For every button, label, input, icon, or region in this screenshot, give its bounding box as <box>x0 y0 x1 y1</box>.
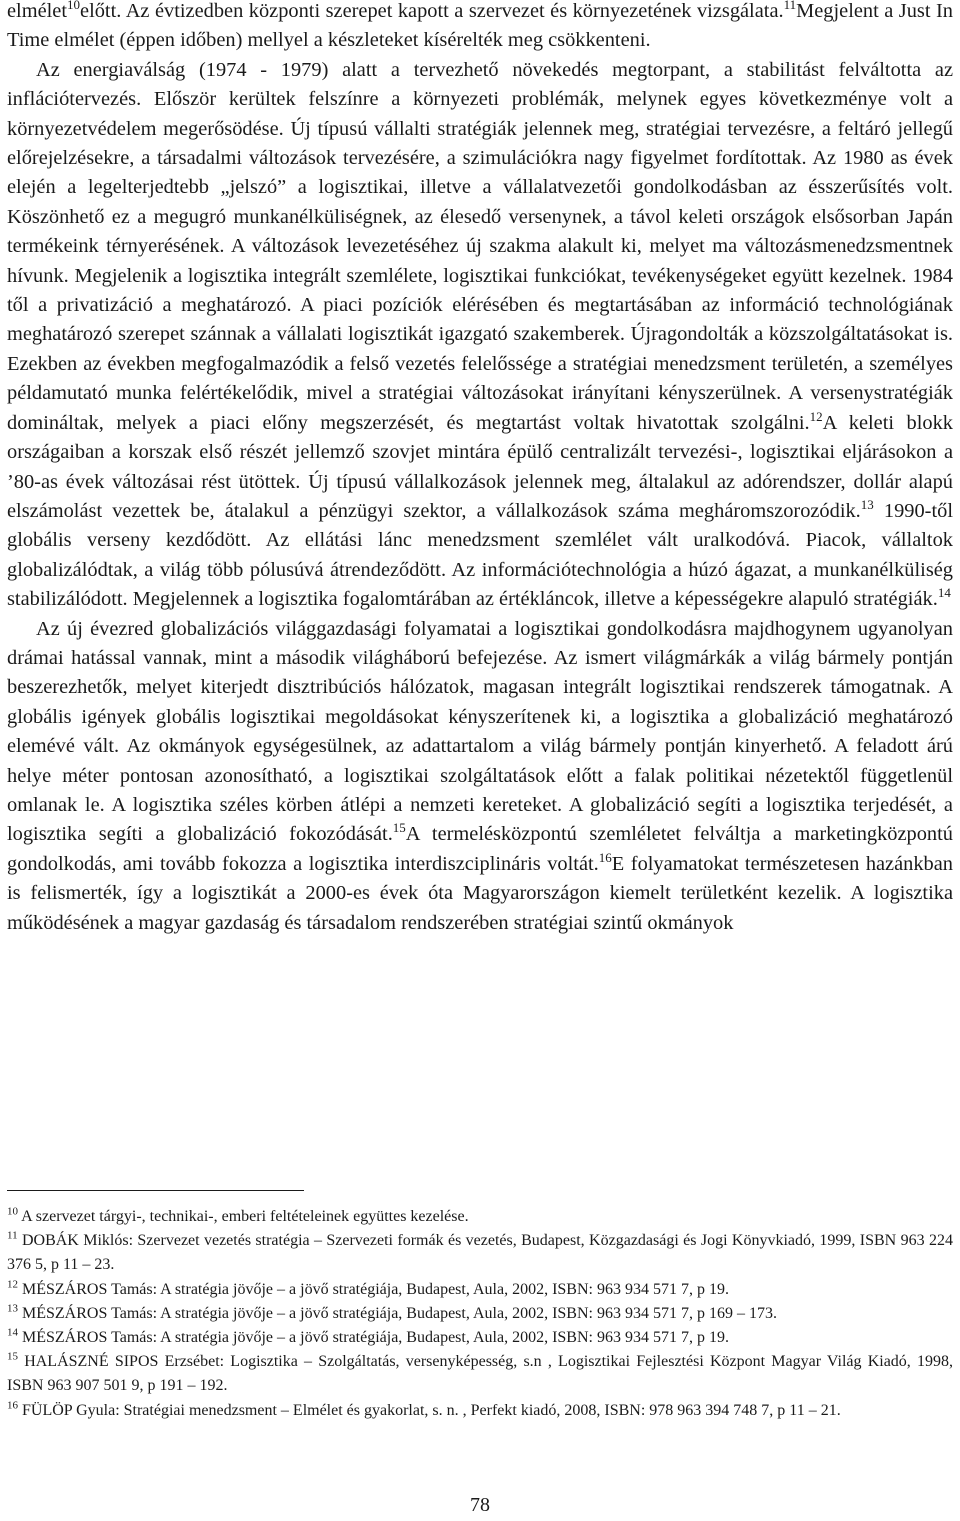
footnote-ref: 12 <box>809 408 823 424</box>
footnote-text: MÉSZÁROS Tamás: A stratégia jövője – a jövő stratégiája, Budapest, Aula, 2002, ISBN: 963 934 571 7, p 19. <box>18 1329 729 1347</box>
body-text <box>7 0 953 938</box>
footnote <box>7 1350 953 1398</box>
footnote-number: 11 <box>7 1229 18 1242</box>
footnote-text: MÉSZÁROS Tamás: A stratégia jövője – a jövő stratégiája, Budapest, Aula, 2002, ISBN: 963 934 571 7, p 19. <box>18 1280 729 1298</box>
text-run: Megjelent a Just In Time elmélet (éppen időben) mellyel a készleteket kísérelték meg csökkenteni. <box>7 0 953 52</box>
footnote-number: 10 <box>7 1205 18 1218</box>
footnote <box>7 1399 953 1423</box>
footnote-ref: 14 <box>937 585 951 601</box>
footnote-text: A szervezet tárgyi-, technikai-, emberi feltételeinek együttes kezelése. <box>18 1208 469 1225</box>
text-run: A termelésközpontú szemléletet felváltja a marketingközpontú gondolkodás, ami tovább fokozza a logisztika interdiszciplináris voltát. <box>7 823 953 875</box>
footnote-number: 12 <box>7 1278 18 1291</box>
footnote-separator <box>7 1190 304 1191</box>
footnote <box>7 1229 953 1277</box>
text-run: A keleti blokk országaiban a korszak első részét jellemző szovjet mintára épülő centralizált tervezési-, logisztikai eljárásokon a ’80-as évek változásai rést ütöttek. Új típusú vállalkozások jelennek meg, általakul az adórendszer, dollár alapú elszámolást vezettek be, átalakul a pénzügyi szektor, a vállalkozások száma megháromszorozódik. <box>7 411 953 522</box>
paragraph <box>7 56 953 615</box>
paragraph <box>7 0 953 56</box>
footnote-ref: 13 <box>860 496 874 512</box>
footnote-number: 16 <box>7 1399 18 1412</box>
footnote <box>7 1205 953 1229</box>
text-run: elmélet <box>7 0 68 22</box>
footnote-number: 15 <box>7 1350 18 1363</box>
footnote-text: HALÁSZNÉ SIPOS Erzsébet: Logisztika – Szolgáltatás, versenyképesség, s.n , Logisztikai Fejlesztési Központ Magyar Világ Kiadó, 1998, ISBN 963 907 501 9, p 191 – 192. <box>7 1353 953 1395</box>
footnotes <box>7 1205 953 1423</box>
text-run: Az energiaválság (1974 - 1979) alatt a tervezhető növekedés megtorpant, a stabilitást felváltotta az inflációtervezés. Először kerültek felszínre a környezeti problémák, melynek egyes következménye volt a környezetvédelem megerősödése. Új típusú vállalti stratégiák jelennek meg, stratégiai tervezésre, a feltáró jellegű előrejelzésekre, a társadalmi változások tervezésére, a szimulációkra nagy figyelmet fordítottak. Az 1980 as évek elején a legelterjedtebb „jelszó” a logisztikai, illetve a vállalatvezetői gondolkodásban az ésszerűsítés volt. Köszönhető ez a megugró munkanélküliségnek, az élesedő versenynek, a távol keleti országok elsősorban Japán termékeink térnyerésének. A változások levezetéséhez új szakma alakult ki, melyet ma változásmenedzsmentnek hívunk. Megjelenik a logisztika integrált szemlélete, logisztikai funkciókat, tevékenységeket együtt kezelnek. 1984 től a privatizáció a meghatározó. A piaci pozíciók elérésében és megtartásában az információ technológiának meghatározó szerepet szánnak a vállalati logisztikát igazgató szakemberek. Újragondolták a közszolgáltatásokat is. Ezekben az években megfogalmazódik a felső vezetés felelőssége a stratégiai menedzsment területén, a személyes példamutató munka felértékelődik, mivel a stratégiai változásokat irányítani kényszerülnek. A versenystratégiák domináltak, melyek a piaci előny megszerzését, és megtartást voltak hivatottak szolgálni. <box>7 58 953 434</box>
footnote-number: 13 <box>7 1302 18 1315</box>
footnote <box>7 1278 953 1302</box>
footnote <box>7 1302 953 1326</box>
footnote-ref: 11 <box>783 0 797 12</box>
footnote-ref: 15 <box>392 820 406 836</box>
text-run: előtt. Az évtizedben központi szerepet kapott a szervezet és környezetének vizsgálata. <box>80 0 784 22</box>
footnote-number: 14 <box>7 1326 18 1339</box>
footnote-text: DOBÁK Miklós: Szervezet vezetés stratégia – Szervezeti formák és vezetés, Budapest, Közgazdasági és Jogi Könyvkiadó, 1999, ISBN 963 224 376 5, p 11 – 23. <box>7 1232 953 1274</box>
footnote-text: MÉSZÁROS Tamás: A stratégia jövője – a jövő stratégiája, Budapest, Aula, 2002, ISBN: 963 934 571 7, p 169 – 173. <box>18 1304 777 1322</box>
text-run: E folyamatokat természetesen hazánkban is felismerték, így a logisztikát a 2000-es évek óta Magyarországon kiemelt területként kezelik. A logisztika működésének a magyar gazdaság és társadalom rendszerében stratégiai szintű okmányok <box>7 852 953 934</box>
footnote-ref: 16 <box>598 849 612 865</box>
page-number: 78 <box>470 1494 490 1516</box>
page-content <box>7 0 953 938</box>
footnote-ref: 10 <box>67 0 81 12</box>
footnote <box>7 1326 953 1350</box>
text-run: 1990-től globális verseny kezdődött. Az ellátási lánc menedzsment szemlélet vált uralkodóvá. Piacok, vállaltok globalizálódtak, a világ több pólusúvá átrendeződött. Az információtechnológia a húzó ágazat, a munkanélküliség stabilizálódott. Megjelennek a logisztika fogalomtárában az értékláncok, illetve a képességekre alapuló stratégiák. <box>7 499 953 611</box>
text-run: Az új évezred globalizációs világgazdasági folyamatai a logisztikai gondolkodásra majdhogynem ugyanolyan drámai hatással vannak, mint a második világháború befejezése. Az ismert világmárkák a világ bármely pontján beszerezhetők, melyet kiterjedt disztribúciós hálózatok, magasan integrált logisztikai rendszerek támogatnak. A globális igények globális logisztikai megoldásokat kényszerítenek ki, a logisztika a globalizáció meghatározó elemévé vált. Az okmányok egységesülnek, az adattartalom a világ bármely pontján kinyerhető. A feladott árú helye méter pontosan azonosítható, a logisztikai szolgáltatások előtt a falak politikai nézetektől függetlenül omlanak le. A logisztika széles körben átlépi a nemzeti kereteket. A globalizáció segíti a logisztika terjedését, a logisztika segíti a globalizáció fokozódását. <box>7 617 953 846</box>
paragraph <box>7 615 953 938</box>
footnote-text: FÜLÖP Gyula: Stratégiai menedzsment – Elmélet és gyakorlat, s. n. , Perfekt kiadó, 2008, ISBN: 978 963 394 748 7, p 11 – 21. <box>18 1401 841 1419</box>
